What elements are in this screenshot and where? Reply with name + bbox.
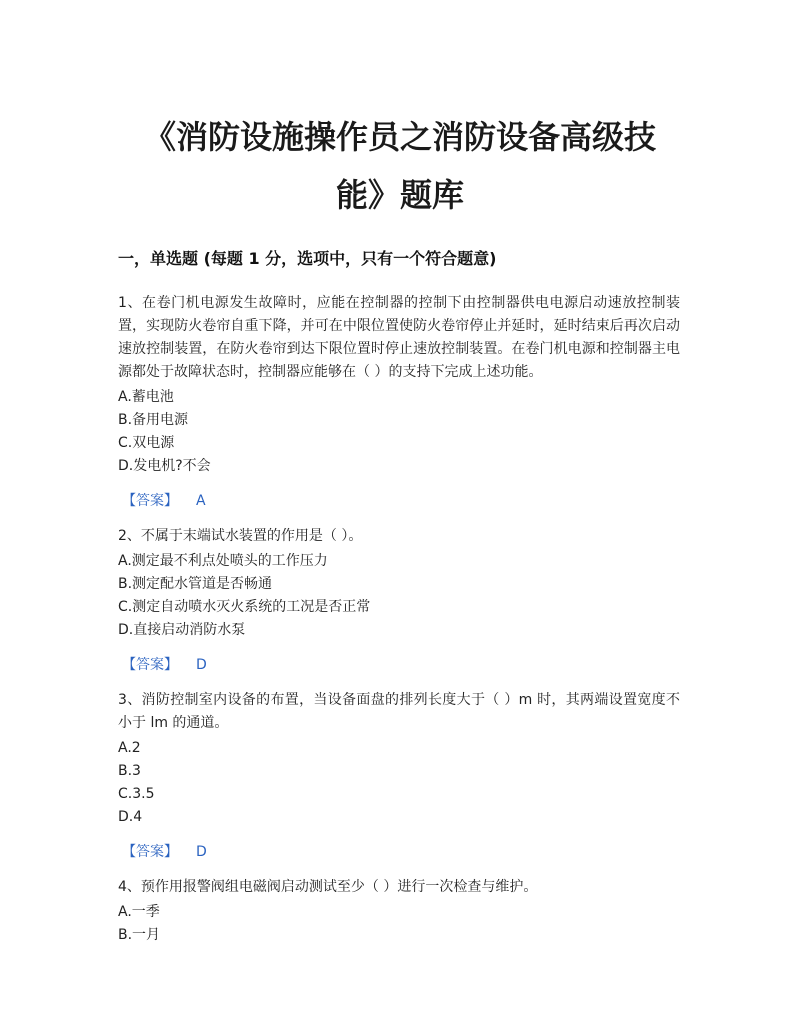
question-3 (118, 689, 680, 864)
option-b: B.备用电源 (118, 412, 189, 428)
answer-label: 【答案】 (122, 657, 178, 673)
option-a: A.一季 (118, 904, 160, 920)
option-b: B.一月 (118, 927, 161, 943)
answer-line (122, 841, 680, 864)
answer-line (122, 654, 680, 677)
question-text: 4、预作用报警阀组电磁阀启动测试至少（ ）进行一次检查与维护。 (118, 879, 538, 895)
question-text: 2、不属于末端试水装置的作用是（ ）。 (118, 528, 363, 544)
answer-line (122, 490, 680, 513)
question-4 (118, 876, 680, 947)
option-c: C.3.5 (118, 786, 155, 802)
option-a: A.测定最不利点处喷头的工作压力 (118, 553, 328, 569)
question-list (118, 292, 680, 947)
document-title (100, 108, 700, 224)
question-text: 1、在卷门机电源发生故障时，应能在控制器的控制下由控制器供电电源启动速放控制装置，实现防火卷帘自重下降，并可在中限位置使防火卷帘停止并延时，延时结束后再次启动速放控制装置，在防火卷帘到达下限位置时停止速放控制装置。在卷门机电源和控制器主电源都处于故障状态时，控制器应能够在（ ）的支持下完成上述功能。 (118, 295, 680, 380)
answer-label: 【答案】 (122, 844, 178, 860)
option-c: C.双电源 (118, 435, 175, 451)
answer-value: D (196, 657, 207, 673)
option-b: B.3 (118, 763, 141, 779)
answer-label: 【答案】 (122, 493, 178, 509)
question-2 (118, 525, 680, 677)
option-b: B.测定配水管道是否畅通 (118, 576, 273, 592)
option-d: D.直接启动消防水泵 (118, 622, 246, 638)
title-line-1: 《消防设施操作员之消防设备高级技 (143, 118, 656, 156)
section-heading: 一，单选题 (每题 1 分，选项中，只有一个符合题意) (118, 249, 497, 268)
option-d: D.4 (118, 809, 143, 825)
option-a: A.2 (118, 740, 141, 756)
question-text: 3、消防控制室内设备的布置，当设备面盘的排列长度大于（ ）m 时，其两端设置宽度不小于 lm 的通道。 (118, 692, 680, 731)
answer-value: D (196, 844, 207, 860)
option-a: A.蓄电池 (118, 389, 174, 405)
question-1 (118, 292, 680, 513)
title-line-2: 能》题库 (335, 176, 464, 214)
answer-value: A (196, 493, 206, 509)
option-c: C.测定自动喷水灭火系统的工况是否正常 (118, 599, 371, 615)
option-d: D.发电机?不会 (118, 458, 211, 474)
